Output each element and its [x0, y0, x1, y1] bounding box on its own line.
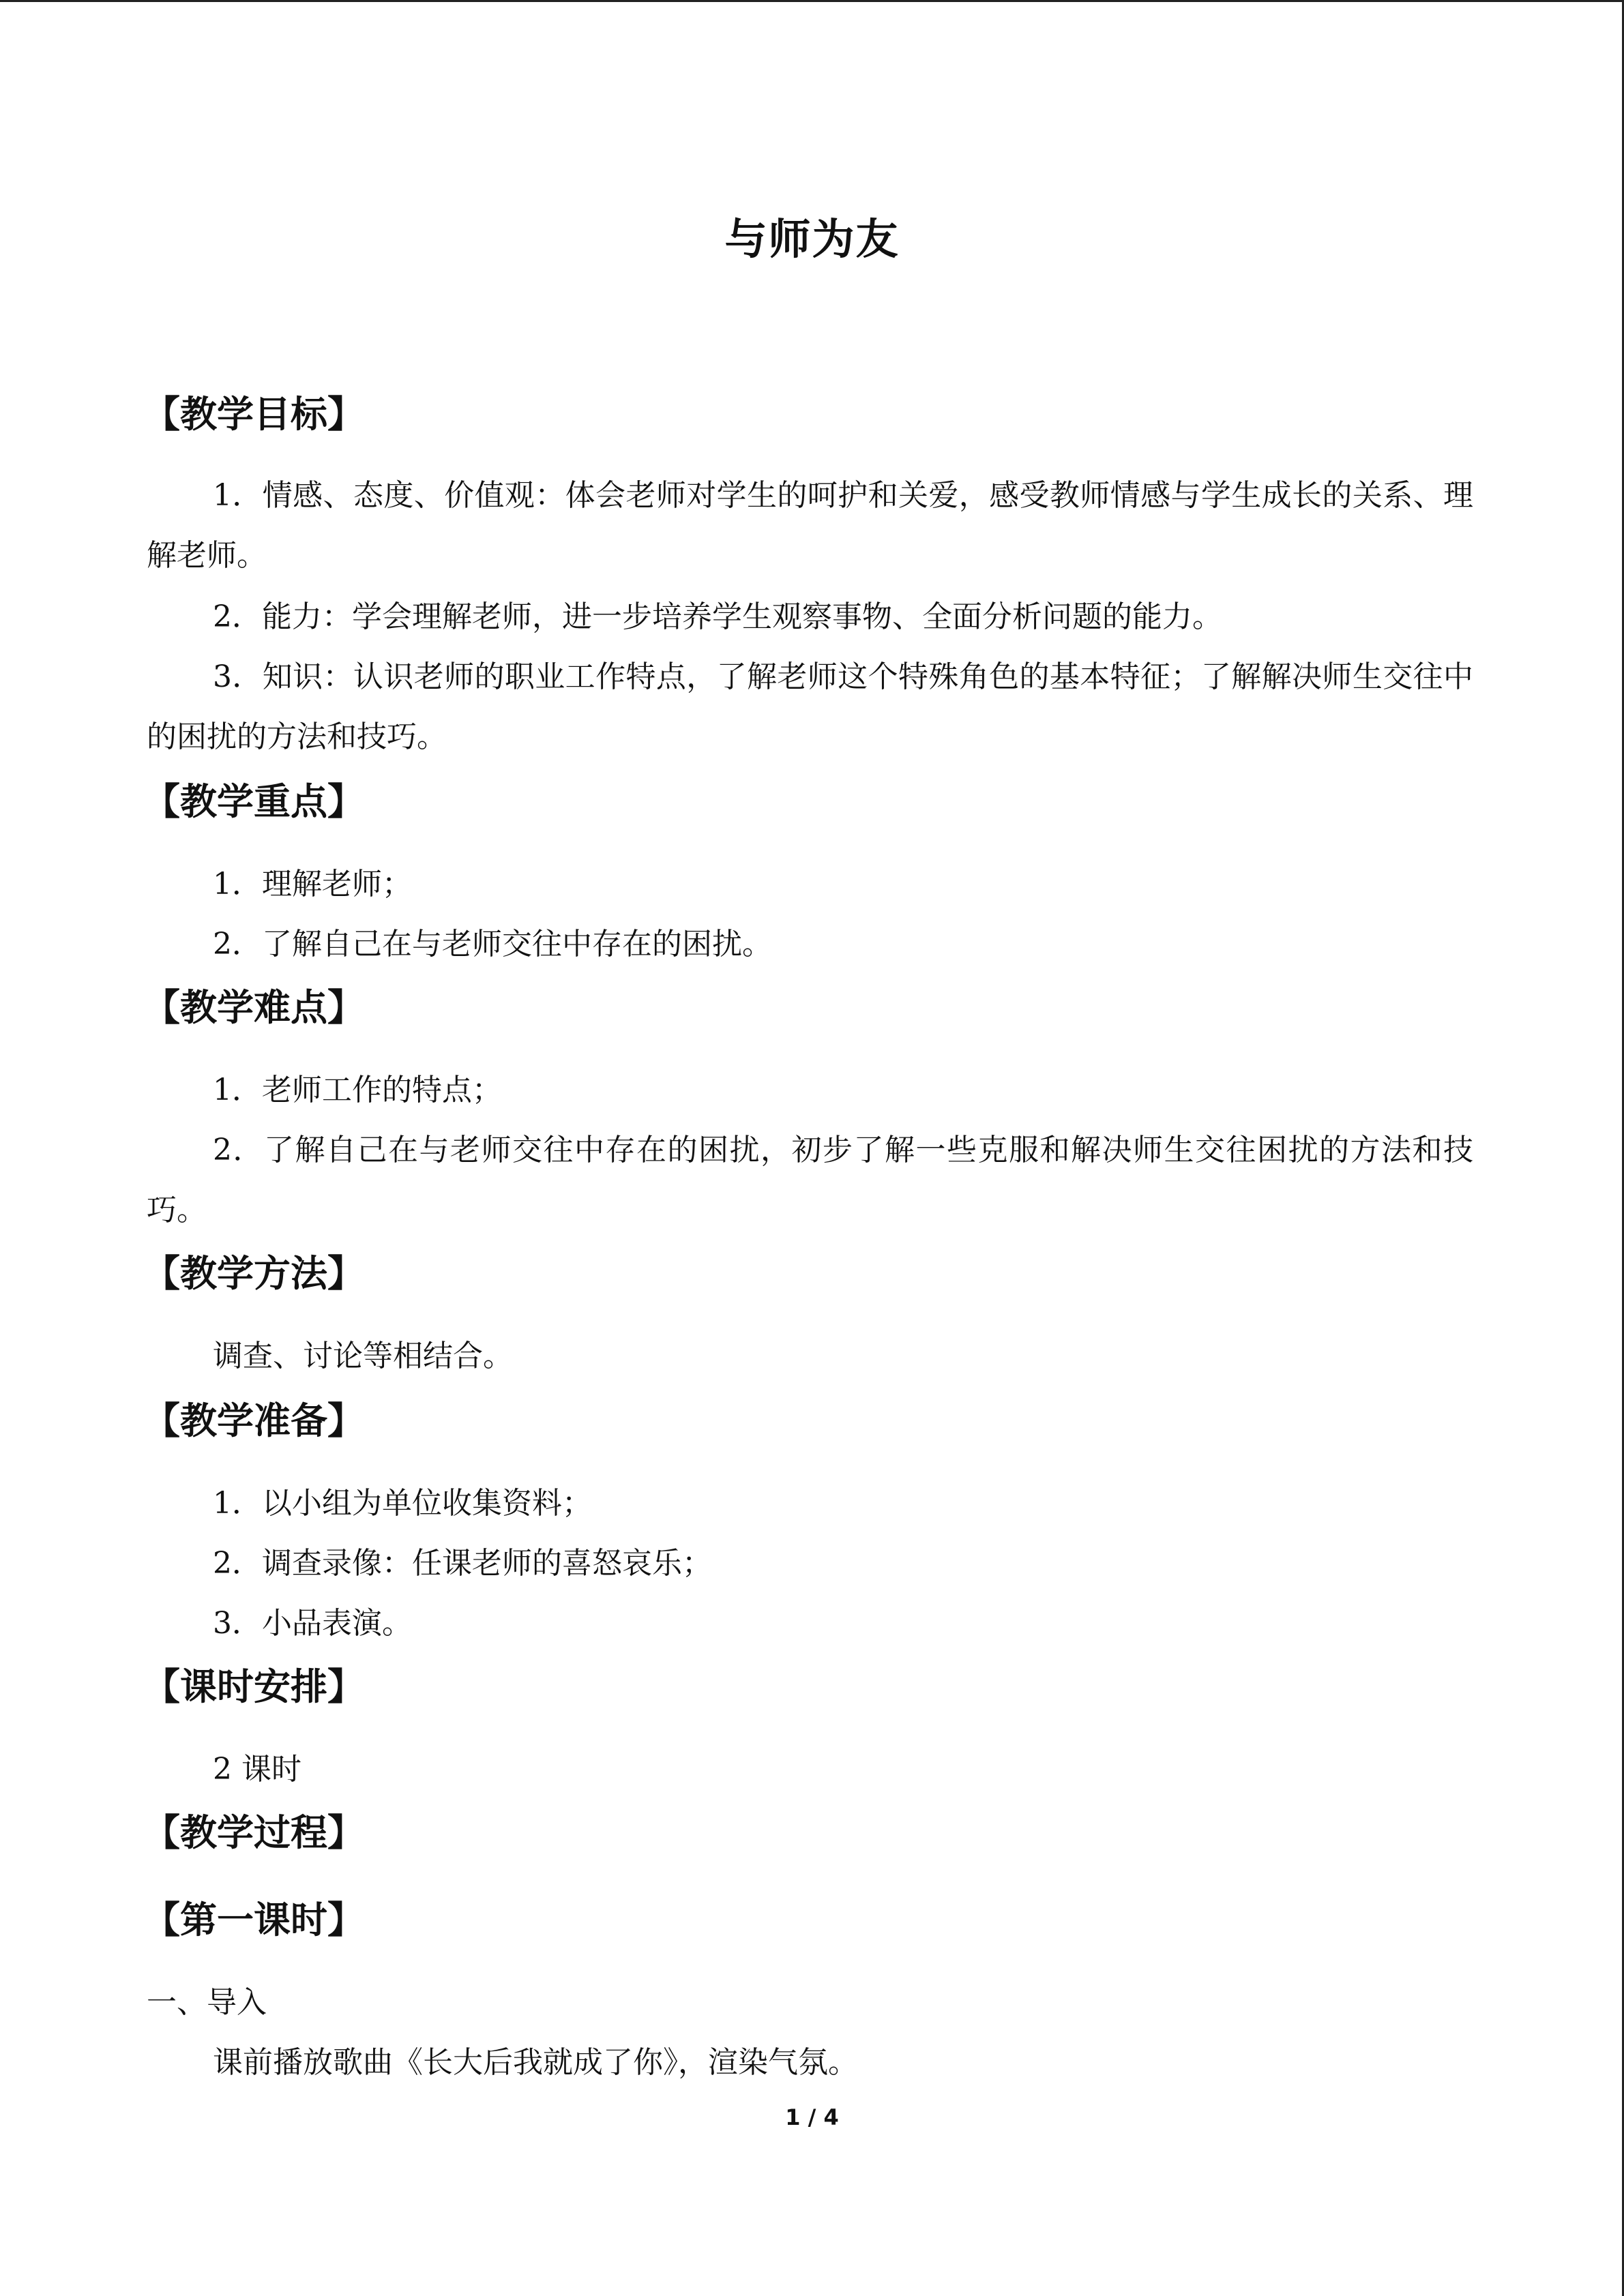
document-title: 与师为友 [724, 214, 900, 264]
section-heading-first-lesson: 【第一课时】 [143, 1898, 364, 1941]
preparation-item-3: 3．小品表演。 [213, 1606, 412, 1641]
difficulty-item-1: 1．老师工作的特点； [213, 1073, 502, 1107]
section-heading-preparation: 【教学准备】 [143, 1399, 364, 1442]
goal-item-3: 3．知识：认识老师的职业工作特点，了解老师这个特殊角色的基本特征；了解解决师生交往中的困扰的方法和技巧。 [147, 659, 1473, 754]
section-heading-difficulties: 【教学难点】 [143, 986, 364, 1029]
preparation-item-1: 1．以小组为单位收集资料； [213, 1486, 592, 1521]
preparation-item-2: 2．调查录像：任课老师的喜怒哀乐； [213, 1546, 712, 1581]
goal-item-2: 2．能力：学会理解老师，进一步培养学生观察事物、全面分析问题的能力。 [213, 599, 1222, 634]
section-heading-goals: 【教学目标】 [143, 393, 364, 436]
first-lesson-item-1: 课前播放歌曲《长大后我就成了你》，渲染气氛。 [213, 2045, 858, 2080]
method-item-1: 调查、讨论等相结合。 [213, 1339, 513, 1373]
key-point-item-1: 1．理解老师； [213, 867, 412, 901]
first-lesson-sub-heading: 一、导入 [147, 1985, 267, 2020]
section-heading-key-points: 【教学重点】 [143, 780, 364, 823]
schedule-item-1: 2 课时 [213, 1752, 301, 1787]
section-heading-process: 【教学过程】 [143, 1811, 364, 1854]
page-number: 1 / 4 [785, 2104, 839, 2130]
key-point-item-2: 2．了解自己在与老师交往中存在的困扰。 [213, 927, 772, 961]
section-heading-schedule: 【课时安排】 [143, 1665, 364, 1708]
difficulty-item-2: 2．了解自己在与老师交往中存在的困扰，初步了解一些克服和解决师生交往困扰的方法和技巧。 [147, 1133, 1473, 1227]
section-heading-methods: 【教学方法】 [143, 1252, 364, 1295]
goal-item-1: 1．情感、态度、价值观：体会老师对学生的呵护和关爱，感受教师情感与学生成长的关系、理解老师。 [147, 478, 1473, 573]
